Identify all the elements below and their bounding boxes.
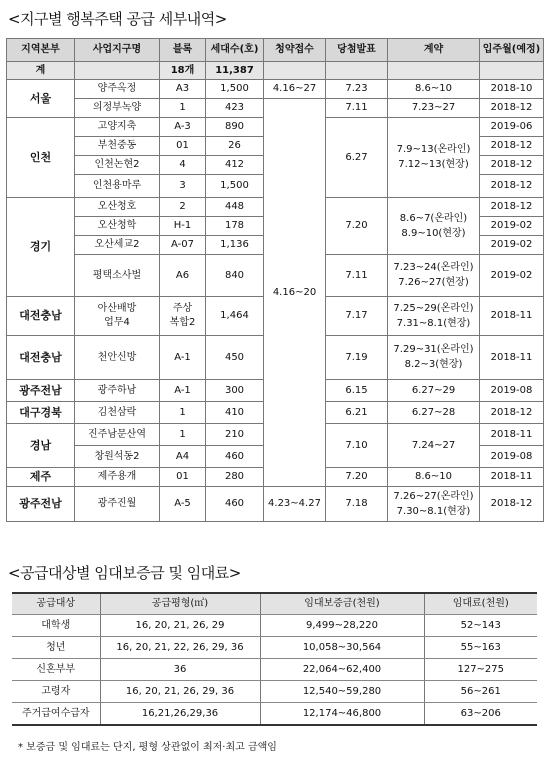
table-row [12,637,537,659]
contract-onsite: 8.2~3(현장) [404,359,463,370]
units-cell: 450 [206,336,264,380]
contract-online: 7.26~27(온라인) [393,490,474,502]
header-site: 사업지구명 [75,39,160,62]
region-cell: 대전충남 [7,297,75,336]
site-cell: 오산세교2 [75,236,160,255]
contract-cell [388,487,480,522]
units-cell: 178 [206,217,264,236]
apply-cell: 4.23~4.27 [264,487,326,522]
contract-onsite: 7.12~13(현장) [398,159,469,170]
movein-cell: 2019-02 [480,255,544,297]
site-cell: 인천용마루 [75,175,160,198]
units-cell: 280 [206,468,264,487]
header-region: 지역본부 [7,39,75,62]
size-cell: 16, 20, 21, 22, 26, 29, 36 [100,637,260,659]
site-cell: 창원석동2 [75,446,160,468]
total-units: 11,387 [206,62,264,80]
total-blocks: 18개 [160,62,206,80]
contract-onsite: 8.9~10(현장) [401,227,466,239]
apply-cell-merged: 4.16~20 [264,99,326,487]
units-cell: 1,464 [206,297,264,336]
rent-cell: 55~163 [424,637,537,659]
announce-cell: 7.11 [326,255,388,297]
movein-cell: 2018-12 [480,198,544,217]
block-cell: A-5 [160,487,206,522]
announce-cell: 6.21 [326,402,388,424]
site-cell: 광주진월 [75,487,160,522]
movein-cell: 2019-02 [480,217,544,236]
block-cell: 4 [160,156,206,175]
site-cell: 제주용개 [75,468,160,487]
site-cell: 아산배방 업무4 [75,297,160,336]
contract-cell [388,297,480,336]
apply-cell: 4.16~27 [264,80,326,99]
movein-cell: 2018-12 [480,99,544,118]
size-cell: 16, 20, 21, 26, 29, 36 [100,681,260,703]
region-cell: 광주전남 [7,380,75,402]
site-cell: 의정부녹양 [75,99,160,118]
region-cell: 경기 [7,198,75,297]
announce-cell: 7.18 [326,487,388,522]
block-cell: 1 [160,424,206,446]
section-title-rent: <공급대상별 임대보증금 및 임대료> [8,564,241,582]
contract-cell [388,198,480,255]
rent-cell: 63~206 [424,703,537,726]
contract-online: 7.23~24(온라인) [393,262,474,273]
size-cell: 16, 20, 21, 26, 29 [100,615,260,637]
table-row [12,615,537,637]
target-cell: 고령자 [12,681,100,703]
movein-cell: 2019-06 [480,118,544,137]
table-row [7,80,544,99]
contract-cell: 8.6~10 [388,468,480,487]
units-cell: 1,136 [206,236,264,255]
contract-cell [388,255,480,297]
footnote: * 보증금 및 임대료는 단지, 평형 상관없이 최저·최고 금액임 [18,742,277,753]
announce-cell: 7.11 [326,99,388,118]
site-cell: 양주옥정 [75,80,160,99]
header-announce: 당첨발표 [326,39,388,62]
movein-cell: 2018-12 [480,402,544,424]
site-cell: 광주하남 [75,380,160,402]
header-deposit: 임대보증금(천원) [260,593,424,615]
announce-cell: 7.10 [326,424,388,468]
units-cell: 840 [206,255,264,297]
site-cell: 오산청호 [75,198,160,217]
header-movein: 입주월(예정) [480,39,544,62]
block-cell: 01 [160,137,206,156]
units-cell: 412 [206,156,264,175]
table-header-row [12,593,537,615]
block-cell: 3 [160,175,206,198]
table-row [12,659,537,681]
block-cell: A-3 [160,118,206,137]
movein-cell: 2018-12 [480,175,544,198]
block-cell: 1 [160,402,206,424]
region-cell: 광주전남 [7,487,75,522]
movein-cell: 2018-11 [480,468,544,487]
movein-cell: 2018-11 [480,336,544,380]
announce-cell: 7.19 [326,336,388,380]
rent-cell: 52~143 [424,615,537,637]
target-cell: 청년 [12,637,100,659]
movein-cell: 2019-08 [480,446,544,468]
movein-cell: 2018-11 [480,424,544,446]
block-cell: 1 [160,99,206,118]
units-cell: 890 [206,118,264,137]
movein-cell: 2018-12 [480,487,544,522]
contract-online: 7.25~29(온라인) [393,302,474,314]
contract-cell: 6.27~28 [388,402,480,424]
announce-cell: 6.27 [326,118,388,198]
block-cell: A4 [160,446,206,468]
deposit-cell: 22,064~62,400 [260,659,424,681]
table-row [7,487,544,522]
block-cell: A6 [160,255,206,297]
region-cell: 인천 [7,118,75,198]
contract-cell [388,118,480,198]
region-cell: 경남 [7,424,75,468]
target-cell: 신혼부부 [12,659,100,681]
table-row [12,681,537,703]
site-cell: 평택소사벌 [75,255,160,297]
movein-cell: 2018-12 [480,137,544,156]
movein-cell: 2018-12 [480,156,544,175]
contract-online: 8.6~7(온라인) [399,212,468,224]
contract-online: 7.9~13(온라인) [396,144,471,155]
contract-onsite: 7.31~8.1(현장) [396,317,471,329]
contract-onsite: 7.26~27(현장) [398,277,469,288]
units-cell: 410 [206,402,264,424]
region-cell: 대전충남 [7,336,75,380]
units-cell: 460 [206,446,264,468]
site-cell: 천안신방 [75,336,160,380]
rent-cell: 56~261 [424,681,537,703]
site-cell: 부천중동 [75,137,160,156]
site-cell: 고양지축 [75,118,160,137]
size-cell: 16,21,26,29,36 [100,703,260,726]
site-cell: 진주남문산역 [75,424,160,446]
units-cell: 460 [206,487,264,522]
rent-cell: 127~275 [424,659,537,681]
announce-cell: 7.17 [326,297,388,336]
supply-details-table [6,38,544,522]
announce-cell: 7.20 [326,468,388,487]
block-cell: 주상 복합2 [160,297,206,336]
target-cell: 대학생 [12,615,100,637]
units-cell: 1,500 [206,80,264,99]
header-block: 블록 [160,39,206,62]
movein-cell: 2018-10 [480,80,544,99]
movein-cell: 2019-08 [480,380,544,402]
header-size: 공급평형(㎡) [100,593,260,615]
units-cell: 423 [206,99,264,118]
block-cell: A-1 [160,380,206,402]
units-cell: 26 [206,137,264,156]
rent-table [12,592,537,726]
announce-cell: 6.15 [326,380,388,402]
announce-cell: 7.20 [326,198,388,255]
deposit-cell: 12,540~59,280 [260,681,424,703]
section-title-supply-details: <지구별 행복주택 공급 세부내역> [8,10,227,28]
table-row [12,703,537,726]
block-cell: A-1 [160,336,206,380]
block-cell: 01 [160,468,206,487]
header-apply: 청약접수 [264,39,326,62]
deposit-cell: 12,174~46,800 [260,703,424,726]
movein-cell: 2018-11 [480,297,544,336]
table-row [7,99,544,118]
site-cell: 인천논현2 [75,156,160,175]
contract-onsite: 7.30~8.1(현장) [396,505,471,517]
table-row-total [7,62,544,80]
announce-cell: 7.23 [326,80,388,99]
deposit-cell: 10,058~30,564 [260,637,424,659]
movein-cell: 2019-02 [480,236,544,255]
block-cell: H-1 [160,217,206,236]
block-cell: 2 [160,198,206,217]
units-cell: 1,500 [206,175,264,198]
contract-cell: 7.23~27 [388,99,480,118]
units-cell: 210 [206,424,264,446]
header-rent: 임대료(천원) [424,593,537,615]
units-cell: 300 [206,380,264,402]
region-cell: 서울 [7,80,75,118]
contract-cell [388,336,480,380]
contract-cell: 8.6~10 [388,80,480,99]
header-target: 공급대상 [12,593,100,615]
size-cell: 36 [100,659,260,681]
units-cell: 448 [206,198,264,217]
region-cell: 대구경북 [7,402,75,424]
contract-online: 7.29~31(온라인) [393,344,474,355]
header-units: 세대수(호) [206,39,264,62]
deposit-cell: 9,499~28,220 [260,615,424,637]
block-cell: A-07 [160,236,206,255]
table-header-row [7,39,544,62]
header-contract: 계약 [388,39,480,62]
total-label: 계 [7,62,75,80]
target-cell: 주거급여수급자 [12,703,100,726]
site-cell: 김천삼락 [75,402,160,424]
block-cell: A3 [160,80,206,99]
contract-cell: 7.24~27 [388,424,480,468]
contract-cell: 6.27~29 [388,380,480,402]
region-cell: 제주 [7,468,75,487]
site-cell: 오산청학 [75,217,160,236]
